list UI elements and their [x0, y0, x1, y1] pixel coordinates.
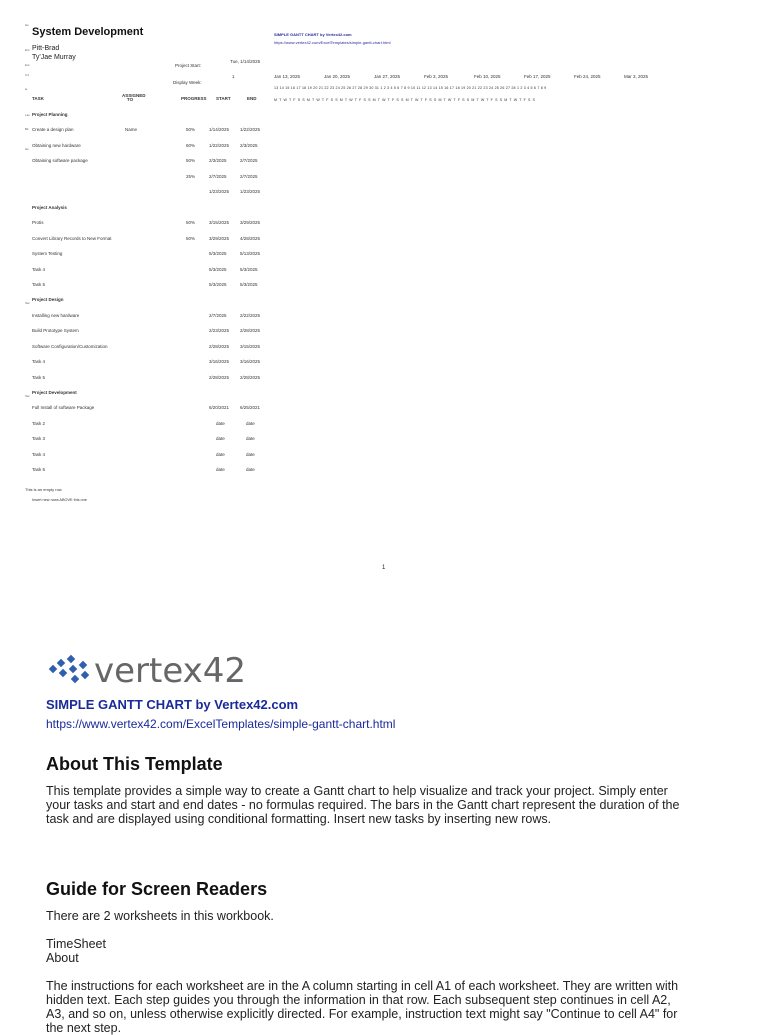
week-label: Mar 3, 2025 — [624, 74, 649, 79]
about-title-link[interactable]: SIMPLE GANTT CHART by Vertex42.com — [46, 697, 299, 712]
table-row — [0, 375, 270, 385]
phase-row — [0, 205, 270, 215]
table-row — [0, 421, 270, 431]
gantt-url-link[interactable]: https://www.vertex42.com/ExcelTemplates/simple-gantt-chart.html — [274, 40, 391, 45]
task-cell[interactable]: Task 4 — [32, 359, 46, 364]
end-date-cell[interactable]: 2/7/2025 — [240, 174, 258, 179]
start-date-cell[interactable]: 3/16/2025 — [209, 359, 230, 364]
start-date-cell[interactable]: 1/23/2025 — [209, 189, 230, 194]
task-cell[interactable]: Project Planning — [32, 112, 68, 117]
progress-cell[interactable]: 50% — [186, 127, 196, 132]
header-assigned: ASSIGNED TO — [122, 93, 146, 102]
start-date-cell[interactable]: 1/22/2025 — [209, 143, 230, 148]
hint-label: C4 — [25, 73, 29, 77]
hint-label: He — [25, 23, 29, 27]
start-date-cell[interactable]: 5/3/2025 — [209, 267, 227, 272]
project-manager: Ty'Jae Murray — [32, 54, 76, 61]
about-heading: About This Template — [46, 754, 223, 774]
task-cell[interactable]: Project Development — [32, 390, 77, 395]
screen-reader-heading: Guide for Screen Readers — [46, 879, 268, 899]
task-cell[interactable]: Task 5 — [32, 375, 46, 380]
table-row — [0, 267, 270, 277]
header-end: END — [247, 96, 257, 101]
page-number: 1 — [382, 565, 386, 571]
header-progress: PROGRESS — [181, 96, 207, 101]
week-label: Feb 10, 2025 — [474, 74, 501, 79]
table-row — [0, 313, 270, 323]
table-row — [0, 405, 270, 415]
worksheet-name-about: About — [46, 951, 79, 965]
task-cell[interactable]: Task 2 — [32, 421, 46, 426]
end-date-cell[interactable]: 5/3/2025 — [240, 282, 258, 287]
hint-label: Sar — [25, 394, 30, 398]
header-task: TASK — [32, 96, 44, 101]
progress-cell[interactable]: 60% — [186, 143, 196, 148]
start-date-cell[interactable]: date — [216, 436, 225, 441]
task-cell[interactable]: Convert Library Records to New Format — [32, 236, 112, 241]
company-name: Pitt-Brad — [32, 45, 60, 52]
start-date-cell[interactable]: 3/29/2025 — [209, 236, 230, 241]
table-row — [0, 282, 270, 292]
table-row — [0, 436, 270, 446]
start-date-cell[interactable]: 2/3/2025 — [209, 158, 227, 163]
hint-label: le. — [25, 87, 29, 91]
week-label: Feb 17, 2025 — [524, 74, 551, 79]
table-row — [0, 359, 270, 369]
table-row — [0, 236, 270, 246]
hint-label: Sar — [25, 301, 30, 305]
start-date-cell[interactable]: 2/28/2025 — [209, 375, 230, 380]
end-date-cell[interactable]: 1/22/2025 — [240, 127, 261, 132]
end-date-cell[interactable]: 2/22/2025 — [240, 313, 261, 318]
logo-text: vertex42 — [94, 651, 246, 690]
task-cell[interactable]: Create a design plan — [32, 127, 74, 132]
task-cell[interactable]: Task 3 — [32, 436, 46, 441]
table-row — [0, 158, 270, 168]
end-date-cell[interactable]: 3/29/2025 — [240, 220, 261, 225]
project-start-label: Project Start: — [175, 63, 202, 68]
task-cell[interactable]: Full Install of software Package — [32, 405, 95, 410]
task-cell[interactable]: Task 4 — [32, 267, 46, 272]
gantt-title-link[interactable]: SIMPLE GANTT CHART by Vertex42.com — [274, 32, 352, 37]
vertex42-logo — [46, 650, 246, 690]
task-cell[interactable]: Protis — [32, 220, 44, 225]
end-date-cell[interactable]: 1/23/2025 — [240, 189, 261, 194]
week-label: Jan 20, 2025 — [324, 74, 351, 79]
start-date-cell[interactable]: 2/7/2025 — [209, 174, 227, 179]
week-label: Jan 27, 2025 — [374, 74, 401, 79]
task-cell[interactable]: Installing new hardware — [32, 313, 80, 318]
task-cell[interactable]: System Testing — [32, 251, 63, 256]
task-cell[interactable]: Task 5 — [32, 467, 46, 472]
task-cell[interactable]: Task 4 — [32, 452, 46, 457]
hint-label: He — [25, 147, 29, 151]
instructions-paragraph: The instructions for each worksheet are in the A column starting in cell A1 of each worksheet. They are written with hidden text. Each step guides you through the information in that row. Each subsequent step continues in cell A2, A3, and so on, unless otherwise explicitly directed. For example, instruction text might say "Continue to cell A4" for the next step. — [46, 979, 679, 1035]
end-date-cell[interactable]: 2/28/2025 — [240, 375, 261, 380]
phase-row — [0, 112, 270, 122]
end-date-cell[interactable]: date — [246, 436, 255, 441]
table-header — [0, 93, 270, 106]
hint-label: Ent — [25, 63, 30, 67]
day-letters-row: M T W T F S S M T W T F S S M T W T F S S M T W T F S S M T W T F S S M T W T F S S M T W T F S S M T W T F S S — [274, 98, 536, 102]
table-row — [0, 251, 270, 261]
worksheet-name-timesheet: TimeSheet — [46, 937, 106, 951]
vertex42-logo-mark — [46, 650, 246, 690]
start-date-cell[interactable]: 5/3/2025 — [209, 282, 227, 287]
table-row — [0, 467, 270, 477]
end-date-cell[interactable]: date — [246, 452, 255, 457]
header-start: START — [216, 96, 231, 101]
worksheet-count: There are 2 worksheets in this workbook. — [46, 909, 274, 923]
progress-cell[interactable]: 25% — [186, 174, 196, 179]
display-week-value[interactable]: 1 — [232, 74, 235, 79]
end-date-cell[interactable]: 4/28/2025 — [240, 236, 261, 241]
phase-row — [0, 297, 270, 307]
table-row — [0, 189, 270, 199]
phase-row — [0, 390, 270, 400]
progress-cell[interactable]: 50% — [186, 220, 196, 225]
start-date-cell[interactable]: 2/28/2025 — [209, 344, 230, 349]
start-date-cell[interactable]: date — [216, 452, 225, 457]
end-date-cell[interactable]: date — [246, 467, 255, 472]
task-cell[interactable]: Project Design — [32, 297, 64, 302]
day-numbers-row: 13 14 15 16 17 18 19 20 21 22 23 24 25 26 27 28 29 30 31 1 2 3 4 5 6 7 8 9 10 11 12 13 14 15 16 17 18 19 20 21 22 23 24 25 26 27 28 1 2 3 4 5 6 7 8 9 — [274, 86, 547, 90]
progress-cell[interactable]: 50% — [186, 236, 196, 241]
project-title: System Development — [32, 26, 144, 38]
end-date-cell[interactable]: 3/16/2025 — [240, 359, 261, 364]
about-paragraph: This template provides a simple way to create a Gantt chart to help visualize and track your project. Simply enter your tasks and start and end dates - no formulas required. The bars in the Gantt chart represent the duration of the task and are displayed using conditional formatting. Insert new tasks by inserting new rows. — [46, 784, 680, 826]
end-date-cell[interactable]: 2/28/2025 — [240, 328, 261, 333]
assigned-cell[interactable]: Name — [125, 127, 138, 132]
progress-cell[interactable]: 50% — [186, 158, 196, 163]
task-cell[interactable]: Software Configuration/Customization — [32, 344, 108, 349]
start-date-cell[interactable]: date — [216, 467, 225, 472]
table-row — [0, 328, 270, 338]
end-date-cell[interactable]: 5/3/2025 — [240, 267, 258, 272]
end-date-cell[interactable]: 6/25/2021 — [240, 405, 261, 410]
end-date-cell[interactable]: date — [246, 421, 255, 426]
task-cell[interactable]: Build Prototype System — [32, 328, 79, 333]
project-start-value[interactable]: Tue, 1/14/2025 — [230, 59, 261, 64]
task-cell[interactable]: Project Analysis — [32, 205, 67, 210]
empty-row-note: This is an empty row — [25, 487, 62, 492]
display-week-label: Display Week: — [173, 80, 202, 85]
start-date-cell[interactable]: date — [216, 421, 225, 426]
hint-label: Ent — [25, 48, 30, 52]
table-row — [0, 344, 270, 354]
table-row — [0, 143, 270, 153]
table-row — [0, 127, 270, 137]
end-date-cell[interactable]: 5/13/2025 — [240, 251, 261, 256]
insert-row-note: Insert new rows ABOVE this one — [32, 498, 87, 502]
start-date-cell[interactable]: 2/7/2025 — [209, 313, 227, 318]
start-date-cell[interactable]: 3/15/2025 — [209, 220, 230, 225]
task-cell[interactable]: Obtaining new hardware — [32, 143, 81, 148]
about-url-link[interactable]: https://www.vertex42.com/ExcelTemplates/simple-gantt-chart.html — [46, 717, 396, 731]
start-date-cell[interactable]: 5/3/2025 — [209, 251, 227, 256]
end-date-cell[interactable]: 3/15/2025 — [240, 344, 261, 349]
task-cell[interactable]: Task 5 — [32, 282, 46, 287]
table-row — [0, 174, 270, 184]
start-date-cell[interactable]: 2/23/2025 — [209, 328, 230, 333]
start-date-cell[interactable]: 1/14/2025 — [209, 127, 230, 132]
week-label: Feb 24, 2025 — [574, 74, 601, 79]
week-label: Feb 3, 2025 — [424, 74, 449, 79]
hint-label: Lan — [25, 113, 31, 117]
hint-label: Bk — [25, 127, 29, 131]
end-date-cell[interactable]: 2/7/2025 — [240, 158, 258, 163]
start-date-cell[interactable]: 6/20/2021 — [209, 405, 230, 410]
end-date-cell[interactable]: 2/3/2025 — [240, 143, 258, 148]
table-row — [0, 452, 270, 462]
table-row — [0, 220, 270, 230]
week-label: Jan 13, 2025 — [274, 74, 301, 79]
task-cell[interactable]: Obtaining software package — [32, 158, 88, 163]
